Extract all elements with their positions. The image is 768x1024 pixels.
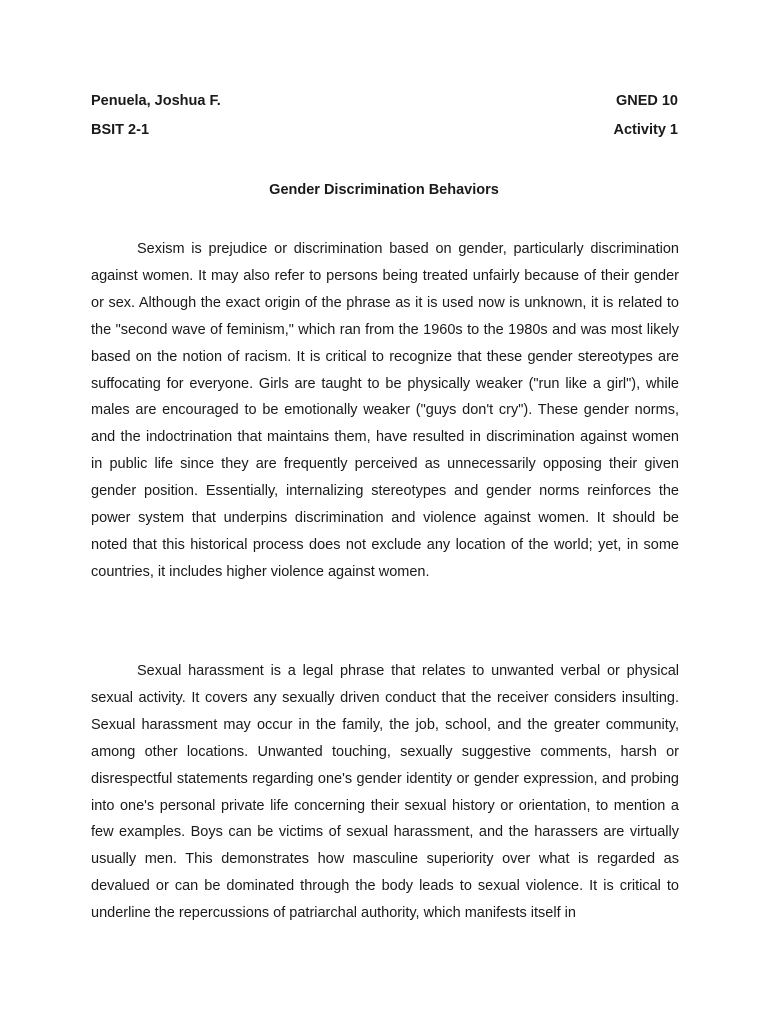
header-row-1 [91, 92, 678, 110]
paragraph-sexism: Sexism is prejudice or discrimination based on gender, particularly discrimination against women. It may also refer to persons being treated unfairly because of their gender or sex. Although the exact origin of the phrase as it is used now is unknown, it is related to the "second wave of feminism," which ran from the 1960s to the 1980s and was most likely based on the notion of racism. It is critical to recognize that these gender stereotypes are suffocating for everyone. Girls are taught to be physically weaker ("run like a girl"), while males are encouraged to be emotionally weaker ("guys don't cry"). These gender norms, and the indoctrination that maintains them, have resulted in discrimination against women in public life since they are frequently perceived as unnecessarily opposing their given gender position. Essentially, internalizing stereotypes and gender norms reinforces the power system that underpins discrimination and violence against women. It should be noted that this historical process does not exclude any location of the world; yet, in some countries, it includes higher violence against women. [91, 241, 679, 580]
activity-label: Activity 1 [613, 122, 678, 138]
paragraph-sexual-harassment: Sexual harassment is a legal phrase that relates to unwanted verbal or physical sexual activity. It covers any sexually driven conduct that the receiver considers insulting. Sexual harassment may occur in the family, the job, school, and the greater community, among other locations. Unwanted touching, sexually suggestive comments, harsh or disrespectful statements regarding one's gender identity or gender expression, and probing into one's personal private life concerning their sexual history or orientation, to mention a few examples. Boys can be victims of sexual harassment, and the harassers are virtually usually men. This demonstrates how masculine superiority over what is regarded as devalued or can be dominated through the body leads to sexual violence. It is critical to underline the repercussions of patriarchal authority, which manifests itself in [91, 663, 679, 922]
course-code: GNED 10 [615, 93, 678, 109]
document-title: Gender Discrimination Behaviors [269, 182, 499, 198]
section-label: BSIT 2-1 [91, 122, 150, 138]
student-name: Penuela, Joshua F. [91, 93, 221, 109]
header-row-2 [91, 121, 678, 139]
